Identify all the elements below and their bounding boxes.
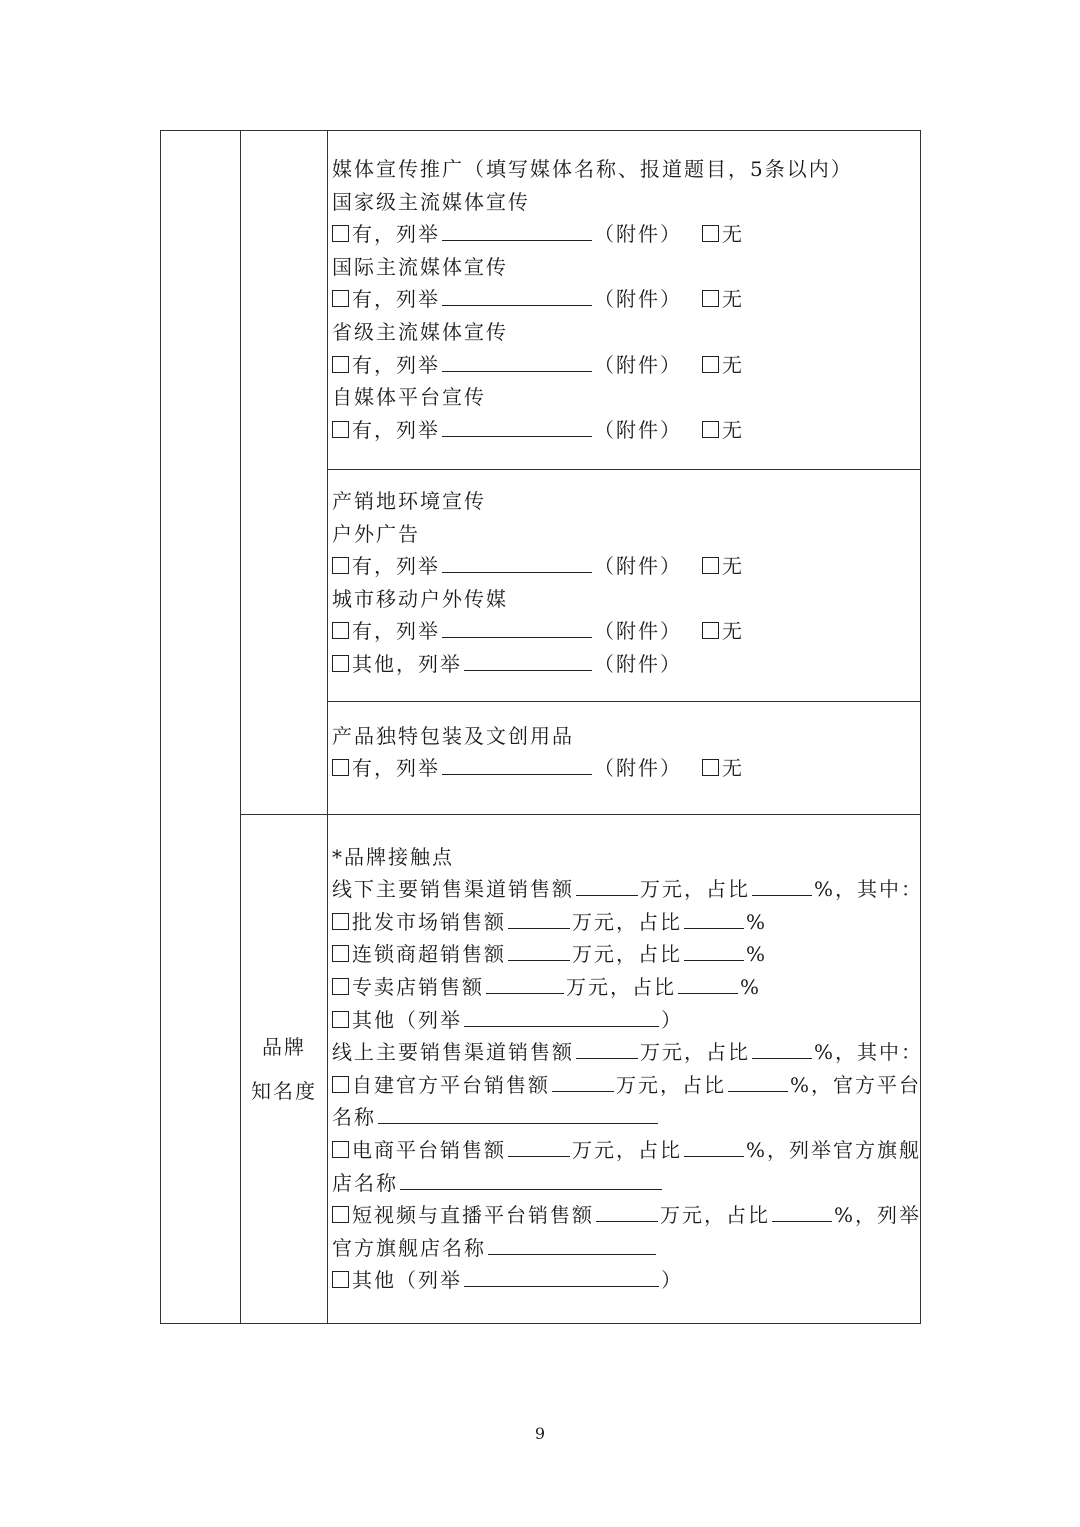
international-media-label: 国际主流媒体宣传 — [332, 254, 508, 279]
provincial-media-input[interactable] — [442, 349, 592, 372]
short-video-share-input[interactable] — [772, 1199, 832, 1222]
offline-share-input[interactable] — [752, 873, 812, 896]
environment-title: 产销地环境宣传 — [332, 489, 486, 513]
self-media-row: 有，列举 （附件） 无 — [332, 414, 920, 447]
checkbox-self-media-yes[interactable] — [332, 421, 349, 438]
self-built-name-input[interactable] — [378, 1101, 658, 1124]
offline-other-input[interactable] — [464, 1004, 659, 1027]
online-share-input[interactable] — [752, 1036, 812, 1059]
chain-amount-input[interactable] — [508, 938, 570, 961]
outdoor-ad-row: 有，列举 （附件） 无 — [332, 550, 920, 583]
self-media-label: 自媒体平台宣传 — [332, 385, 486, 410]
offline-amount-input[interactable] — [576, 873, 638, 896]
self-built-name-row: 名称 — [332, 1101, 920, 1134]
city-mobile-label: 城市移动户外传媒 — [332, 586, 508, 611]
touchpoint-title: *品牌接触点 — [332, 844, 454, 869]
category-line-2: 知名度 — [251, 1078, 317, 1103]
environment-promotion-cell — [328, 470, 921, 702]
checkbox-outdoor-no[interactable] — [702, 557, 719, 574]
wholesale-row: 批发市场销售额 万元，占比 % — [332, 906, 920, 939]
packaging-title: 产品独特包装及文创用品 — [332, 723, 574, 748]
checkbox-packaging-no[interactable] — [702, 759, 719, 776]
city-mobile-row: 有，列举 （附件） 无 — [332, 615, 920, 648]
application-form-table — [160, 130, 924, 1324]
outer-category-cell — [161, 131, 241, 1324]
online-other-row: 其他（列举 ） — [332, 1264, 920, 1297]
self-built-amount-input[interactable] — [552, 1069, 614, 1092]
checkbox-wholesale[interactable] — [332, 913, 349, 930]
page-number: 9 — [534, 1424, 546, 1443]
online-amount-input[interactable] — [576, 1036, 638, 1059]
short-video-name-row: 官方旗舰店名称 — [332, 1232, 920, 1265]
ecommerce-row: 电商平台销售额 万元，占比 %，列举官方旗舰 — [332, 1134, 920, 1167]
self-built-share-input[interactable] — [728, 1069, 788, 1092]
checkbox-provincial-no[interactable] — [702, 356, 719, 373]
offline-sales-row: 线下主要销售渠道销售额 万元，占比 %，其中： — [332, 873, 920, 906]
checkbox-self-media-no[interactable] — [702, 421, 719, 438]
provincial-media-label: 省级主流媒体宣传 — [332, 319, 508, 344]
wholesale-amount-input[interactable] — [508, 906, 570, 929]
packaging-cell — [328, 701, 921, 814]
specialty-row: 专卖店销售额 万元，占比 % — [332, 971, 920, 1004]
checkbox-city-mobile-no[interactable] — [702, 622, 719, 639]
checkbox-chain[interactable] — [332, 945, 349, 962]
self-media-input[interactable] — [442, 414, 592, 437]
national-media-input[interactable] — [442, 218, 592, 241]
chain-share-input[interactable] — [684, 938, 744, 961]
self-built-row: 自建官方平台销售额 万元，占比 %，官方平台 — [332, 1069, 920, 1102]
checkbox-specialty[interactable] — [332, 978, 349, 995]
provincial-media-row: 有，列举 （附件） 无 — [332, 349, 920, 382]
chain-row: 连锁商超销售额 万元，占比 % — [332, 938, 920, 971]
environment-other-input[interactable] — [464, 648, 592, 671]
short-video-name-input[interactable] — [488, 1232, 656, 1255]
checkbox-self-built[interactable] — [332, 1076, 349, 1093]
checkbox-outdoor-yes[interactable] — [332, 557, 349, 574]
international-media-input[interactable] — [442, 283, 592, 306]
ecommerce-name-row: 店名称 — [332, 1167, 920, 1200]
checkbox-international-no[interactable] — [702, 290, 719, 307]
checkbox-national-yes[interactable] — [332, 225, 349, 242]
packaging-row: 有，列举 （附件） 无 — [332, 752, 920, 785]
checkbox-offline-other[interactable] — [332, 1011, 349, 1028]
city-mobile-input[interactable] — [442, 615, 592, 638]
checkbox-national-no[interactable] — [702, 225, 719, 242]
packaging-input[interactable] — [442, 752, 592, 775]
specialty-amount-input[interactable] — [486, 971, 564, 994]
checkbox-short-video[interactable] — [332, 1206, 349, 1223]
checkbox-online-other[interactable] — [332, 1271, 349, 1288]
environment-other-row: 其他，列举 （附件） — [332, 648, 920, 681]
subcategory-cell — [241, 131, 328, 815]
short-video-amount-input[interactable] — [596, 1199, 658, 1222]
brand-awareness-category — [241, 814, 328, 1323]
checkbox-environment-other[interactable] — [332, 655, 349, 672]
short-video-row: 短视频与直播平台销售额 万元，占比 %，列举 — [332, 1199, 920, 1232]
ecommerce-share-input[interactable] — [684, 1134, 744, 1157]
checkbox-ecommerce[interactable] — [332, 1141, 349, 1158]
online-sales-row: 线上主要销售渠道销售额 万元，占比 %，其中： — [332, 1036, 920, 1069]
media-promotion-cell — [328, 131, 921, 470]
international-media-row: 有，列举 （附件） 无 — [332, 283, 920, 316]
offline-other-row: 其他（列举 ） — [332, 1004, 920, 1037]
online-other-input[interactable] — [464, 1264, 659, 1287]
checkbox-packaging-yes[interactable] — [332, 759, 349, 776]
checkbox-city-mobile-yes[interactable] — [332, 622, 349, 639]
ecommerce-amount-input[interactable] — [508, 1134, 570, 1157]
checkbox-international-yes[interactable] — [332, 290, 349, 307]
outdoor-ad-label: 户外广告 — [332, 521, 420, 546]
brand-touchpoint-cell — [328, 814, 924, 1323]
checkbox-provincial-yes[interactable] — [332, 356, 349, 373]
national-media-label: 国家级主流媒体宣传 — [332, 189, 530, 214]
ecommerce-name-input[interactable] — [400, 1167, 662, 1190]
outdoor-ad-input[interactable] — [442, 550, 592, 573]
media-title: 媒体宣传推广（填写媒体名称、报道题目，5条以内） — [332, 157, 853, 181]
wholesale-share-input[interactable] — [684, 906, 744, 929]
specialty-share-input[interactable] — [678, 971, 738, 994]
category-line-1: 品牌 — [262, 1034, 306, 1059]
national-media-row: 有，列举 （附件） 无 — [332, 218, 920, 251]
